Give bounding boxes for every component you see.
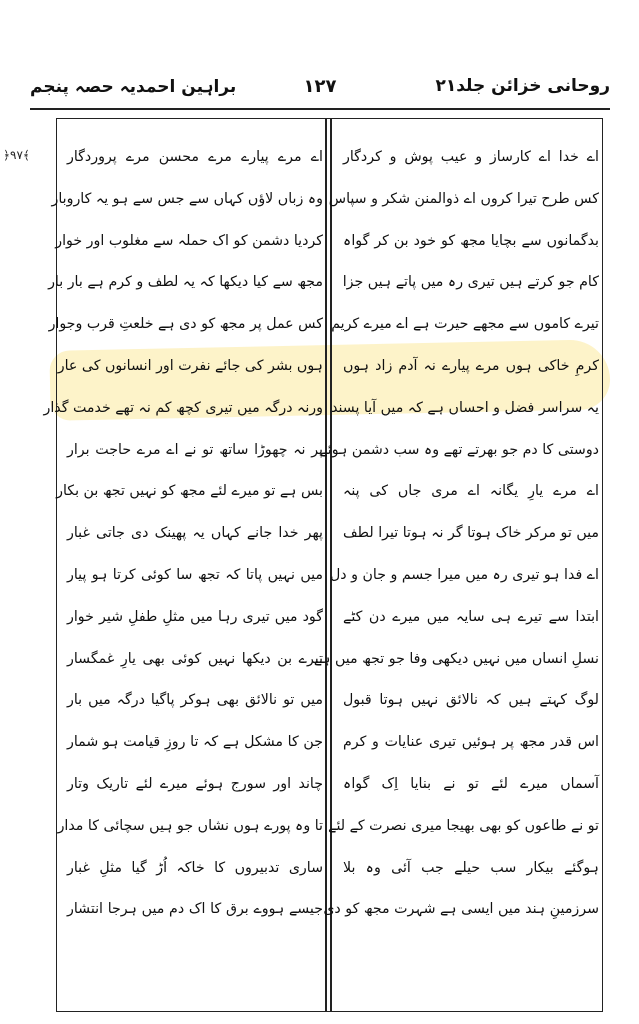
page-header <box>30 76 610 108</box>
verse-line: پر نہ چھوڑا ساتھ تو نے اے مرے حاجت برار <box>67 441 323 458</box>
verse-line: چاند اور سورج ہوئے میرے لئے تاریک وتار <box>67 775 323 792</box>
book-title: براہین احمدیہ حصہ پنجم <box>30 77 237 97</box>
text-frame <box>43 118 603 1012</box>
column-divider <box>325 119 327 1011</box>
verse-line: لوگ کہتے ہیں کہ نالائق نہیں ہوتا قبول <box>343 692 599 709</box>
verse-line: بس ہے تو میرے لئے مجھ کو نہیں تجھ بن بکار <box>56 483 323 500</box>
verse-line: آسماں میرے لئے تو نے بنایا اِک گواہ <box>343 775 599 792</box>
verse-line: نسلِ انساں میں نہیں دیکھی وفا جو تجھ میں ہے <box>313 650 599 667</box>
verse-line: اے فدا ہو تیری رہ میں میرا جسم و جان و دل <box>329 566 599 583</box>
verse-line: وہ زباں لاؤں کہاں سے جس سے ہو یہ کاروبار <box>51 190 323 207</box>
verse-line: یہ سراسر فضل و احساں ہے کہ میں آیا پسند <box>331 399 599 416</box>
verse-line: جیسے ہووے برق کا اک دم میں ہرجا انتشار <box>67 901 323 918</box>
verse-line: ساری تدبیروں کا خاکہ اُڑ گیا مثلِ غبار <box>67 859 323 876</box>
verse-line: مجھ سے کیا دیکھا کہ یہ لطف و کرم ہے بار بار <box>48 274 323 291</box>
verse-line: سرزمینِ ہند میں ایسی ہے شہرت مجھ کو دی <box>323 901 599 918</box>
verse-line: اس قدر مجھ پر ہوئیں تیری عنایات و کرم <box>343 734 599 751</box>
volume-title: روحانی خزائن جلد۲۱ <box>435 76 610 96</box>
verse-line: میں تو مرکر خاک ہوتا گر نہ ہوتا تیرا لطف <box>343 525 599 542</box>
verse-line: ہوں بشر کی جائے نفرت اور انسانوں کی عار <box>57 357 323 374</box>
verse-line: کام جو کرتے ہیں تیری رہ میں پاتے ہیں جزا <box>342 274 599 291</box>
right-column <box>313 137 599 931</box>
verse-line: ہوگئے بیکار سب حیلے جب آئی وہ بلا <box>343 859 599 876</box>
verse-line: میں نہیں پاتا کہ تجھ سا کوئی کرتا ہو پیار <box>67 566 323 583</box>
verse-line: اے مرے یارِ یگانہ اے مری جاں کی پنہ <box>343 483 599 500</box>
header-rule <box>30 108 610 110</box>
verse-line: کرمِ خاکی ہوں مرے پیارے نہ آدم زاد ہوں <box>343 357 599 374</box>
verse-line: ورنہ درگہ میں تیری کچھ کم نہ تھے خدمت گذار <box>43 399 323 416</box>
verse-line: تیرے بن دیکھا نہیں کوئی بھی یارِ غمگسار <box>67 650 323 667</box>
verse-line: میں تو نالائق بھی ہوکر پاگیا درگہ میں بار <box>67 692 323 709</box>
verse-line: کس عمل پر مجھ کو دی ہے خلعتِ قرب وجوار <box>48 316 323 333</box>
margin-page-ref: ﴿۹۷﴾ <box>3 148 30 162</box>
verse-line: ابتدا سے تیرے ہی سایہ میں میرے دن کٹے <box>343 608 599 625</box>
verse-line: جن کا مشکل ہے کہ تا روزِ قیامت ہو شمار <box>67 734 323 751</box>
verse-line: تا وہ پورے ہوں نشاں جو ہیں سچائی کا مدار <box>57 817 323 834</box>
verse-line: پھر خدا جانے کہاں یہ پھینک دی جاتی غبار <box>67 525 323 542</box>
verse-line: اے مرے پیارے مرے محسن مرے پروردگار <box>67 149 323 165</box>
verse-line: کردیا دشمن کو اک حملہ سے مغلوب اور خوار <box>55 232 323 249</box>
page-number: ۱۲۷ <box>303 76 337 97</box>
verse-line: بدگمانوں سے بچایا مجھ کو خود بن کر گواہ <box>343 232 599 249</box>
verse-line: دوستی کا دم جو بھرتے تھے وہ سب دشمن ہوئے <box>319 441 599 458</box>
verse-line: تو نے طاعوں کو بھی بھیجا میری نصرت کے لئے <box>328 817 599 834</box>
left-column <box>43 137 323 931</box>
verse-line: کس طرح تیرا کروں اے ذوالمنن شکر و سپاس <box>328 190 599 207</box>
verse-line: گود میں تیری رہا میں مثلِ طفلِ شیر خوار <box>67 608 323 625</box>
verse-line: تیرے کاموں سے مجھے حیرت ہے اے میرے کریم <box>331 316 599 333</box>
verse-line: اے خدا اے کارساز و عیب پوش و کردگار <box>343 149 599 165</box>
